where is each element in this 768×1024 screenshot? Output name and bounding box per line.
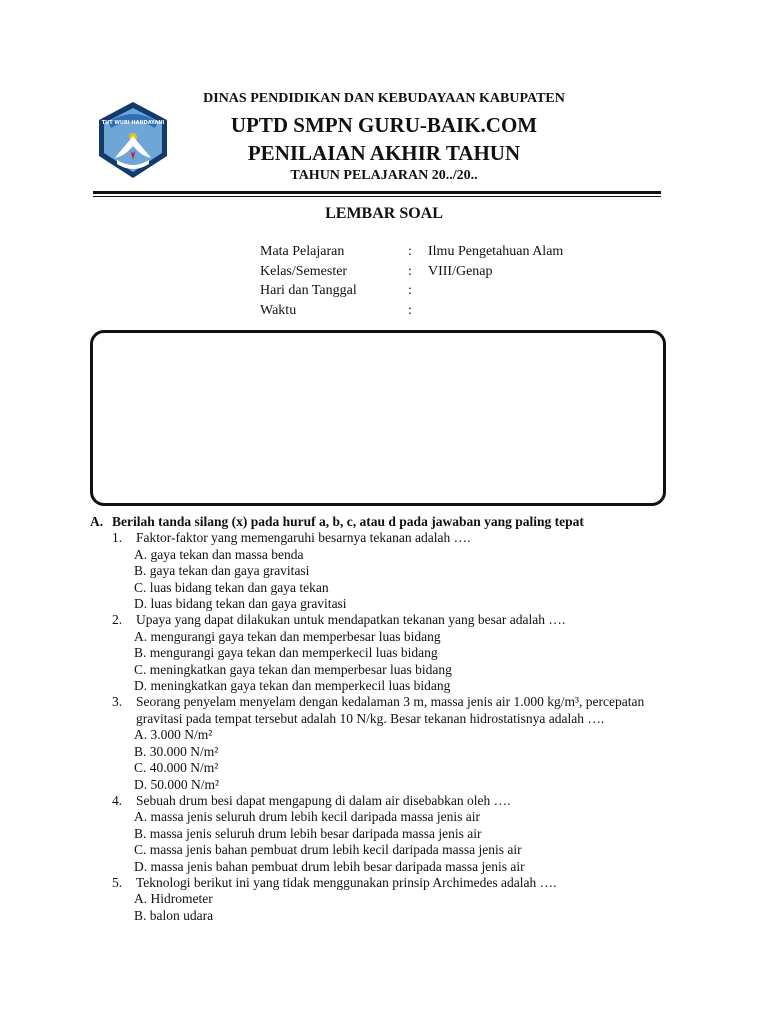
question-stem: Seorang penyelam menyelam dengan kedalaman 3 m, massa jenis air 1.000 kg/m³, percepatan gravitasi pada tempat tersebut adalah 10 N/kg. Besar tekanan hidrostatisnya adalah …. [136, 694, 645, 726]
answer-option: D. 50.000 N/m² [134, 776, 220, 792]
instruction-box [90, 330, 666, 506]
answer-option: B. gaya tekan dan gaya gravitasi [134, 563, 310, 579]
question-item [90, 530, 690, 546]
info-label: Hari dan Tanggal [260, 283, 357, 298]
header-school: UPTD SMPN GURU-BAIK.COM [230, 113, 538, 137]
header-divider-thin [93, 196, 661, 197]
section-letter: A. [90, 514, 104, 529]
question-stem: Teknologi berikut ini yang tidak menggunakan prinsip Archimedes adalah …. [136, 874, 557, 890]
question-number: 2. [112, 612, 123, 628]
answer-option: B. massa jenis seluruh drum lebih besar daripada massa jenis air [134, 825, 482, 841]
info-row-time [260, 301, 620, 321]
info-row-date [260, 281, 620, 301]
answer-option: A. massa jenis seluruh drum lebih kecil daripada massa jenis air [134, 809, 481, 825]
info-row-class [260, 262, 620, 282]
answer-option: B. mengurangi gaya tekan dan memperkecil luas bidang [134, 645, 438, 661]
question-item [90, 694, 690, 727]
answer-option: A. 3.000 N/m² [134, 727, 213, 743]
info-label: Waktu [260, 302, 297, 318]
question-number: 5. [112, 874, 123, 890]
answer-option: B. balon udara [134, 907, 214, 923]
header-agency: DINAS PENDIDIKAN DAN KEBUDAYAAN KABUPATEN [203, 91, 565, 106]
question-stem: Sebuah drum besi dapat mengapung di dalam air disebabkan oleh …. [136, 792, 511, 808]
answer-option: C. meningkatkan gaya tekan dan memperbesar luas bidang [134, 661, 452, 677]
answer-option: A. gaya tekan dan massa benda [134, 546, 304, 562]
info-colon: : [408, 302, 412, 318]
tut-wuri-handayani-logo [91, 100, 175, 180]
header-exam-name: PENILAIAN AKHIR TAHUN [247, 141, 521, 165]
svg-text:TUT WURI HANDAYANI: TUT WURI HANDAYANI [101, 120, 165, 126]
info-row-subject [260, 242, 620, 262]
question-stem: Faktor-faktor yang memengaruhi besarnya tekanan adalah …. [136, 530, 471, 546]
header-academic-year: TAHUN PELAJARAN 20../20.. [290, 168, 478, 183]
header-divider-thick [93, 191, 661, 194]
answer-option: C. luas bidang tekan dan gaya tekan [134, 579, 329, 595]
answer-option: A. mengurangi gaya tekan dan memperbesar luas bidang [134, 628, 441, 644]
info-label: Kelas/Semester [260, 263, 348, 279]
question-number: 3. [112, 694, 123, 710]
info-label: Mata Pelajaran [260, 244, 345, 259]
exam-info-block [260, 242, 620, 320]
info-value: VIII/Genap [428, 263, 493, 279]
info-colon: : [408, 244, 412, 259]
answer-option: C. 40.000 N/m² [134, 760, 219, 776]
answer-option: D. massa jenis bahan pembuat drum lebih besar daripada massa jenis air [134, 858, 525, 874]
section-instruction: Berilah tanda silang (x) pada huruf a, b, c, atau d pada jawaban yang paling tepat [112, 514, 584, 529]
info-colon: : [408, 283, 412, 298]
question-number: 1. [112, 530, 123, 546]
question-item [90, 612, 690, 628]
info-colon: : [408, 263, 412, 279]
question-item [90, 793, 690, 809]
question-number: 4. [112, 792, 123, 808]
question-item [90, 875, 690, 891]
answer-option: C. massa jenis bahan pembuat drum lebih kecil daripada massa jenis air [134, 842, 522, 858]
answer-option: D. meningkatkan gaya tekan dan memperkecil luas bidang [134, 678, 451, 694]
info-value: Ilmu Pengetahuan Alam [428, 244, 564, 259]
answer-option: A. Hidrometer [134, 891, 213, 907]
sheet-title: LEMBAR SOAL [325, 205, 443, 222]
section-heading [90, 514, 690, 530]
question-section [90, 514, 690, 924]
answer-option: D. luas bidang tekan dan gaya gravitasi [134, 596, 347, 612]
question-stem: Upaya yang dapat dilakukan untuk mendapatkan tekanan yang besar adalah …. [136, 612, 566, 628]
answer-option: B. 30.000 N/m² [134, 743, 219, 759]
